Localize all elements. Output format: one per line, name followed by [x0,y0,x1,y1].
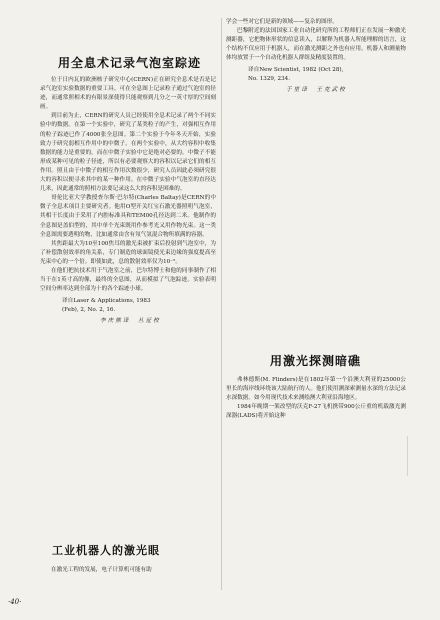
right-column [226,0,406,620]
article-body [226,18,406,93]
page-number: ·40· [8,598,22,606]
citation [62,297,216,314]
paragraph: 学会一些对它们是新的领域——复杂的图形。 [226,19,338,25]
paragraph: 在激光工程的发展，电子计算机可能有助 [51,567,152,573]
translator-credit: 李庆熊译 丛征校 [100,318,161,325]
paragraph: 弗林德斯(M. Flinders)是在1802年第一个沿澳大利亚的25000公里长的海岸线环绕该大陆航行的人。他们使用测深索测量水深的方法记录水深数据。如今用现代技术来测绘澳大利亚沿海地区。 [226,377,406,402]
article-title: 工业机器人的激光眼 [52,544,160,557]
left-column [40,0,216,620]
adjacent-page-edge [407,436,436,476]
paragraph: 其焦距最大为10至100焦耳的激光束被扩束后投射到气泡室中，为了补偿散射效率的角关系，专门制造的球面镜使光束边缘的强度提高至光束中心的一个倍。即使如此，总的散射效率仅为10⁻⁵。 [40,240,216,265]
paragraph: 位于日内瓦的欧洲核子研究中心(CERN)正在研究全息术是否是记录气泡室实验数据的重要工具。可在全息图上记录粒子通过气泡室的径迹，而通常照相术的有限景深使得只能观察到几分之一英寸厚的空间刻画。 [40,77,216,111]
paragraph: 哥伦比亚大学教授查尔斯·巴尔特(Charles Baltay)是CERN的中微子全息术项目主要研究者。他用O型开关红宝石激光器照明气泡室，其相干长度由于采用了内腔标准具和TEM00孔径达到二米。他制作的全息图是盖伯型的，其中单个光束既用作参考光又用作物光束。这一类全息图需要透明的物，比如通常由含有氖气氢混合物所填满的容器。 [40,195,216,238]
paragraph: 在他们把抗技术用于气泡室之前，巴尔特博士和他的同事制作了相当于在1英寸高的像，最终的全息图，从而模拟了气泡踪迹。实验表明空间分辨率达到全部为十的各个踪迹小球。 [40,267,216,293]
translator-credit: 于里译 王克武校 [286,87,347,94]
citation-line: No. 1329, 234. [248,75,290,82]
citation-line: 译自Laser & Applications, 1983 [62,298,151,305]
paragraph: 巴黎附近的法国国家工业自动化研究所的工程师们正在发展一种激光测距器，它把物体形状的信息读入，以解释为机器人所能理解的语言，这个结构不仅应用于机器人，而在激光测距之外也有应用。机器人和测量物体均放置于一个自动化机器人群组及精度装置的。 [226,28,406,62]
column-divider [221,18,222,590]
article-body [226,376,406,421]
citation-line: 译自New Scientist, 1982 (Oct 28), [248,67,344,74]
article-body [40,76,216,324]
paragraph: 到目前为止，CERN的研究人员已经使用全息术记录了两个不同实验中的数据。在第一个实验中，研究了某类粒子的产生，对强相互作用的粒子踪迹已作了4000张全息图。第二个实验于今年冬天开始，实验致力于研究弱相互作用中的中微子。在两个实验中，从大约容积中收集数据的能力是重要的，而在中微子实验中它是绝对必要的。中微子不能形成某种可见的粒子径迹，所以有必要观察大的容积以记录它们的相互作用。照且由于中微子的相互作用次数很少，研究人员因此必须研究很大的容积以便寻求其中的某一种作用。在中微子实验中气泡室的直径达几米，因此通常的照相方法要记录这么大的容积是困难的。 [40,113,216,193]
article-title: 用全息术记录气泡室踪迹 [58,56,202,70]
article-title: 用激光探测暗礁 [270,354,362,368]
article-body [40,566,216,575]
citation [248,66,406,83]
paragraph: 1984年晚期一架改型的沃克F-27飞机携带900公斤重的机载激光测深器(LADS)将开始这种 [226,404,406,420]
citation-line: (Feb), 2, No. 2, 16. [62,306,116,313]
